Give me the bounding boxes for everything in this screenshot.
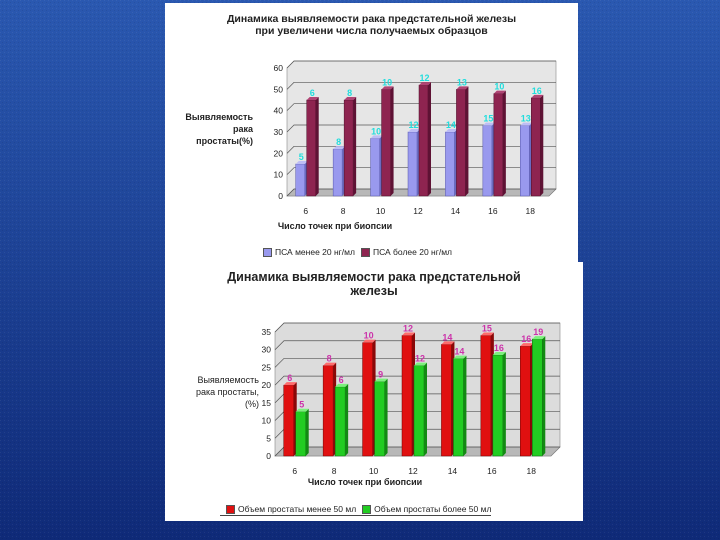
y-tick-label: 40 [273, 105, 283, 116]
bar-14-series2 [456, 86, 468, 196]
y-axis-label [171, 111, 253, 147]
legend [257, 247, 452, 257]
x-axis-label: Число точек при биопсии [307, 477, 423, 487]
chart-panel-volume [165, 262, 583, 521]
legend-swatch-series2 [362, 505, 371, 514]
data-label-12-series2: 12 [414, 353, 426, 364]
data-label-14-series1: 14 [445, 120, 456, 130]
plot-area-volume [261, 320, 571, 480]
bar-14-series2 [453, 356, 466, 456]
y-tick-label: 30 [273, 127, 283, 137]
y-tick-label: 35 [261, 327, 271, 337]
x-axis-label: Число точек при биопсии [277, 221, 393, 231]
data-label-16-series1: 15 [481, 323, 492, 334]
y-tick-label: 10 [273, 169, 283, 180]
data-label-6-series2: 6 [309, 88, 315, 98]
data-label-16-series2: 16 [493, 343, 504, 354]
x-tick-label-6: 6 [292, 466, 298, 476]
data-label-10-series2: 9 [378, 369, 384, 380]
data-label-6-series1: 6 [287, 373, 293, 384]
bar-12-series2 [419, 82, 431, 196]
bar-18-series1 [520, 123, 532, 196]
x-tick-label-10: 10 [368, 466, 379, 476]
data-label-8-series2: 8 [347, 88, 353, 98]
bar-12-series1 [408, 129, 420, 196]
y-axis-label-line1: Выявляемость [185, 112, 253, 122]
legend-label-series2: ПСА более 20 нг/мл [372, 247, 453, 257]
bar-16-series2 [494, 91, 506, 196]
y-axis-label [169, 374, 259, 410]
plot-area-psa [265, 58, 565, 223]
bar-14-series1 [445, 129, 457, 196]
legend-label-series2: Объем простаты более 50 мл [374, 504, 492, 514]
x-tick-label-10: 10 [375, 206, 386, 216]
data-label-18-series1: 13 [520, 113, 531, 124]
y-tick-label: 20 [261, 380, 271, 391]
data-label-14-series2: 13 [456, 77, 467, 88]
data-label-14-series1: 14 [442, 332, 453, 343]
chart-title-line2: при увеличени числа получаемых образцов [255, 25, 488, 38]
chart-title-line1: Динамика выявляемости рака предстательной железы [226, 13, 517, 25]
data-label-10-series1: 10 [371, 126, 382, 137]
y-tick-label: 50 [273, 84, 283, 95]
x-tick-label-18: 18 [525, 206, 536, 216]
legend-label-series1: ПСА менее 20 нг/мл [275, 247, 355, 257]
y-tick-label: 30 [261, 344, 271, 355]
chart-title [165, 270, 583, 299]
y-tick-label: 0 [278, 191, 283, 201]
bar-18-series2 [531, 95, 543, 196]
chart-title-line2: железы [350, 284, 398, 299]
data-label-18-series2: 19 [533, 327, 544, 338]
data-label-16-series1: 15 [483, 113, 494, 124]
y-tick-label: 5 [266, 433, 271, 444]
bar-16-series2 [493, 352, 506, 456]
y-axis-label-line2: рака простаты, [196, 387, 259, 398]
legend-swatch-series2 [361, 248, 370, 257]
bar-18-series2 [532, 336, 545, 456]
bar-16-series1 [483, 123, 495, 196]
data-label-14-series2: 14 [454, 346, 465, 357]
data-label-8-series1: 8 [336, 137, 342, 148]
bar-6-series1 [296, 161, 308, 196]
data-label-12-series1: 12 [402, 323, 414, 334]
data-label-6-series1: 5 [298, 152, 304, 162]
data-label-10-series1: 10 [363, 330, 374, 341]
data-label-18-series1: 16 [521, 334, 532, 345]
y-axis-label-line2: рака [232, 124, 253, 135]
data-label-18-series2: 16 [531, 85, 542, 96]
bar-10-series1 [363, 340, 376, 456]
y-axis-label-line3: (%) [245, 399, 259, 410]
data-label-8-series1: 8 [326, 353, 332, 364]
bar-12-series1 [402, 333, 415, 456]
x-tick-label-12: 12 [413, 206, 423, 216]
x-tick-label-14: 14 [447, 466, 458, 476]
bar-6-series1 [284, 382, 297, 456]
x-tick-label-18: 18 [526, 466, 537, 476]
y-tick-label: 60 [273, 63, 283, 73]
y-tick-label: 20 [273, 148, 283, 159]
legend [220, 504, 491, 516]
chart-panel-psa [165, 3, 578, 263]
bar-18-series1 [520, 343, 533, 456]
x-tick-label-16: 16 [488, 206, 498, 216]
data-label-16-series2: 10 [494, 81, 505, 92]
bar-12-series2 [414, 363, 427, 456]
x-tick-label-8: 8 [340, 206, 346, 216]
legend-swatch-series1 [263, 248, 272, 257]
y-axis-label-line1: Выявляемость [197, 375, 259, 385]
x-tick-label-12: 12 [408, 466, 418, 476]
data-label-10-series2: 10 [382, 77, 393, 88]
bar-10-series1 [371, 135, 383, 196]
chart-title [165, 13, 578, 37]
bar-8-series2 [335, 384, 348, 456]
x-tick-label-14: 14 [450, 206, 461, 216]
bar-8-series2 [344, 97, 356, 196]
chart-title-line1: Динамика выявляемости рака предстательной [227, 270, 521, 284]
bar-8-series1 [323, 363, 336, 456]
bar-6-series2 [307, 97, 319, 196]
bar-10-series2 [375, 379, 388, 456]
legend-swatch-series1 [226, 505, 235, 514]
data-label-6-series2: 5 [299, 399, 305, 410]
bar-14-series1 [441, 341, 454, 456]
y-tick-label: 15 [261, 397, 271, 408]
y-axis-label-line3: простаты(%) [196, 136, 253, 147]
data-label-12-series2: 12 [419, 73, 430, 84]
data-label-12-series1: 12 [408, 120, 419, 130]
y-tick-label: 10 [261, 415, 271, 426]
bar-10-series2 [382, 86, 394, 196]
y-tick-label: 0 [266, 451, 271, 461]
bar-8-series1 [333, 146, 345, 196]
y-tick-label: 25 [261, 362, 271, 373]
bar-16-series1 [481, 333, 494, 456]
legend-label-series1: Объем простаты менее 50 мл [238, 504, 357, 514]
bar-6-series2 [296, 409, 309, 456]
x-tick-label-16: 16 [487, 466, 497, 476]
x-tick-label-6: 6 [303, 206, 309, 216]
data-label-8-series2: 6 [338, 374, 344, 385]
x-tick-label-8: 8 [331, 466, 337, 476]
